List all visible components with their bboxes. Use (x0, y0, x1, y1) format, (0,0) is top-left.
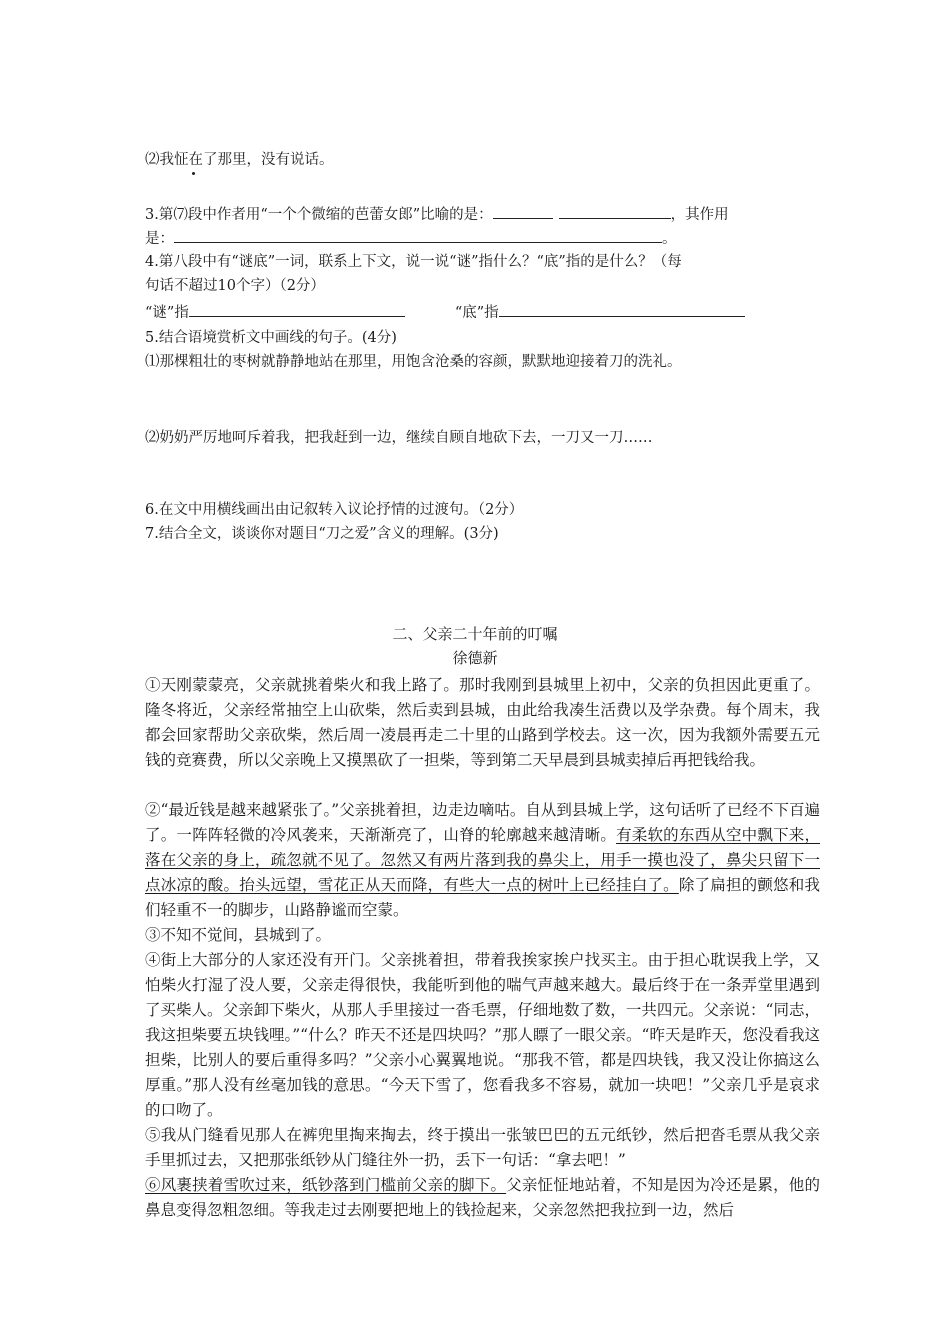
q4-line2: 句话不超过10个字）（2分） (145, 278, 325, 294)
article-author: 徐德新 (452, 649, 498, 667)
article-title: 二、父亲二十年前的叮嘱 (392, 625, 558, 643)
answer-blank-di[interactable] (499, 302, 745, 317)
paragraph-4: ④街上大部分的人家还没有开门。父亲挑着担，带着我挨家挨户找买主。由于担心耽误我上学，又怕柴火打湿了没人要，父亲走得很快，我能听到他的喘气声越来越大。最后终于在一条弄堂里遇到了买柴人。父亲卸下柴火，从那人手里接过一沓毛票，仔细地数了数，一共四元。父亲说：“同志，我这担柴要五块钱哩。”“什么？昨天不还是四块吗？”那人瞟了一眼父亲。“昨天是昨天，您没看我这担柴，比别人的要后重得多吗？”父亲小心翼翼地说。“那我不管，都是四块钱，我又没让你搞这么厚重。”那人没有丝毫加钱的意思。“今天下雪了，您看我多不容易，就加一块吧！”父亲几乎是哀求的口吻了。 (145, 951, 820, 1119)
paragraph-1: ①天刚蒙蒙亮，父亲就挑着柴火和我上路了。那时我刚到县城里上初中，父亲的负担因此更重了。隆冬将近，父亲经常抽空上山砍柴，然后卖到县城，由此给我凑生活费以及学杂费。每个周末，我都会回家帮助父亲砍柴，然后周一凌晨再走二十里的山路到学校去。这一次，因为我额外需要五元钱的竞赛费，所以父亲晚上又摸黑砍了一担柴，等到第二天早晨到县城卖掉后再把钱给我。 (145, 676, 820, 769)
q5-item2: ⑵奶奶严厉地呵斥着我，把我赶到一边，继续自顾自地砍下去，一刀又一刀…… (145, 430, 653, 446)
underlined-sentence: ⑥风裹挟着雪吹过来，纸钞落到门槛前父亲的脚下。 (145, 1176, 507, 1194)
emphasis-dot (192, 172, 195, 175)
paragraph-3: ③不知不觉间，县城到了。 (145, 926, 332, 944)
q3-line1: 3.第⑺段中作者用“一个个微缩的芭蕾女郎”比喻的是： ，其作用 (145, 204, 729, 225)
q7: 7.结合全文，谈谈你对题目“刀之爱”含义的理解。(3分) (145, 526, 499, 542)
answer-blank-mi[interactable] (189, 302, 405, 317)
answer-blank[interactable] (493, 204, 553, 219)
q6: 6.在文中用横线画出由记叙转入议论抒情的过渡句。（2分） (145, 502, 524, 518)
paragraph-2: ②“最近钱是越来越紧张了。”父亲挑着担，边走边嘀咕。自从到县城上学，这句话听了已经不下百遍了。一阵阵轻微的冷风袭来，天渐渐亮了，山脊的轮廓越来越清晰。有柔软的东西从空中飘下来，落在父亲的身上，疏忽就不见了。忽然又有两片落到我的鼻尖上，用手一摸也没了，鼻尖只留下一点冰凉的酸。抬头远望，雪花正从天而降，有些大一点的树叶上已经挂白了。除了扁担的颤悠和我们轻重不一的脚步，山路静谧而空蒙。 (145, 801, 820, 919)
answer-blank[interactable] (174, 228, 662, 243)
paragraph-6: ⑥风裹挟着雪吹过来，纸钞落到门槛前父亲的脚下。父亲怔怔地站着，不知是因为冷还是累，他的鼻息变得忽粗忽细。等我走过去刚要把地上的钱捡起来，父亲忽然把我拉到一边，然后 (145, 1176, 820, 1219)
underlined-sentence: 有柔软的东西从空中飘下来，落在父亲的身上，疏忽就不见了。忽然又有两片落到我的鼻尖上，用手一摸也没了，鼻尖只留下一点冰凉的酸。抬头远望，雪花正从天而降，有些大一点的树叶上已经挂白了。 (145, 826, 820, 894)
q2-item2: ⑵我怔在了那里，没有说话。 (145, 152, 334, 168)
q3-line2: 是： 。 (145, 228, 677, 249)
answer-blank[interactable] (559, 204, 671, 219)
q4-answers: “谜”指 “底”指 (145, 302, 745, 323)
q4-line1: 4.第八段中有“谜底”一词，联系上下文，说一说“谜”指什么？“底”指的是什么？（每 (145, 254, 682, 270)
paragraph-5: ⑤我从门缝看见那人在裤兜里掏来掏去，终于摸出一张皱巴巴的五元纸钞，然后把沓毛票从我父亲手里抓过去，又把那张纸钞从门缝往外一扔，丢下一句话：“拿去吧！” (145, 1126, 820, 1169)
q5-item1: ⑴那棵粗壮的枣树就静静地站在那里，用饱含沧桑的容颜，默默地迎接着刀的洗礼。 (145, 354, 682, 370)
q5-title: 5.结合语境赏析文中画线的句子。(4分) (145, 330, 397, 346)
